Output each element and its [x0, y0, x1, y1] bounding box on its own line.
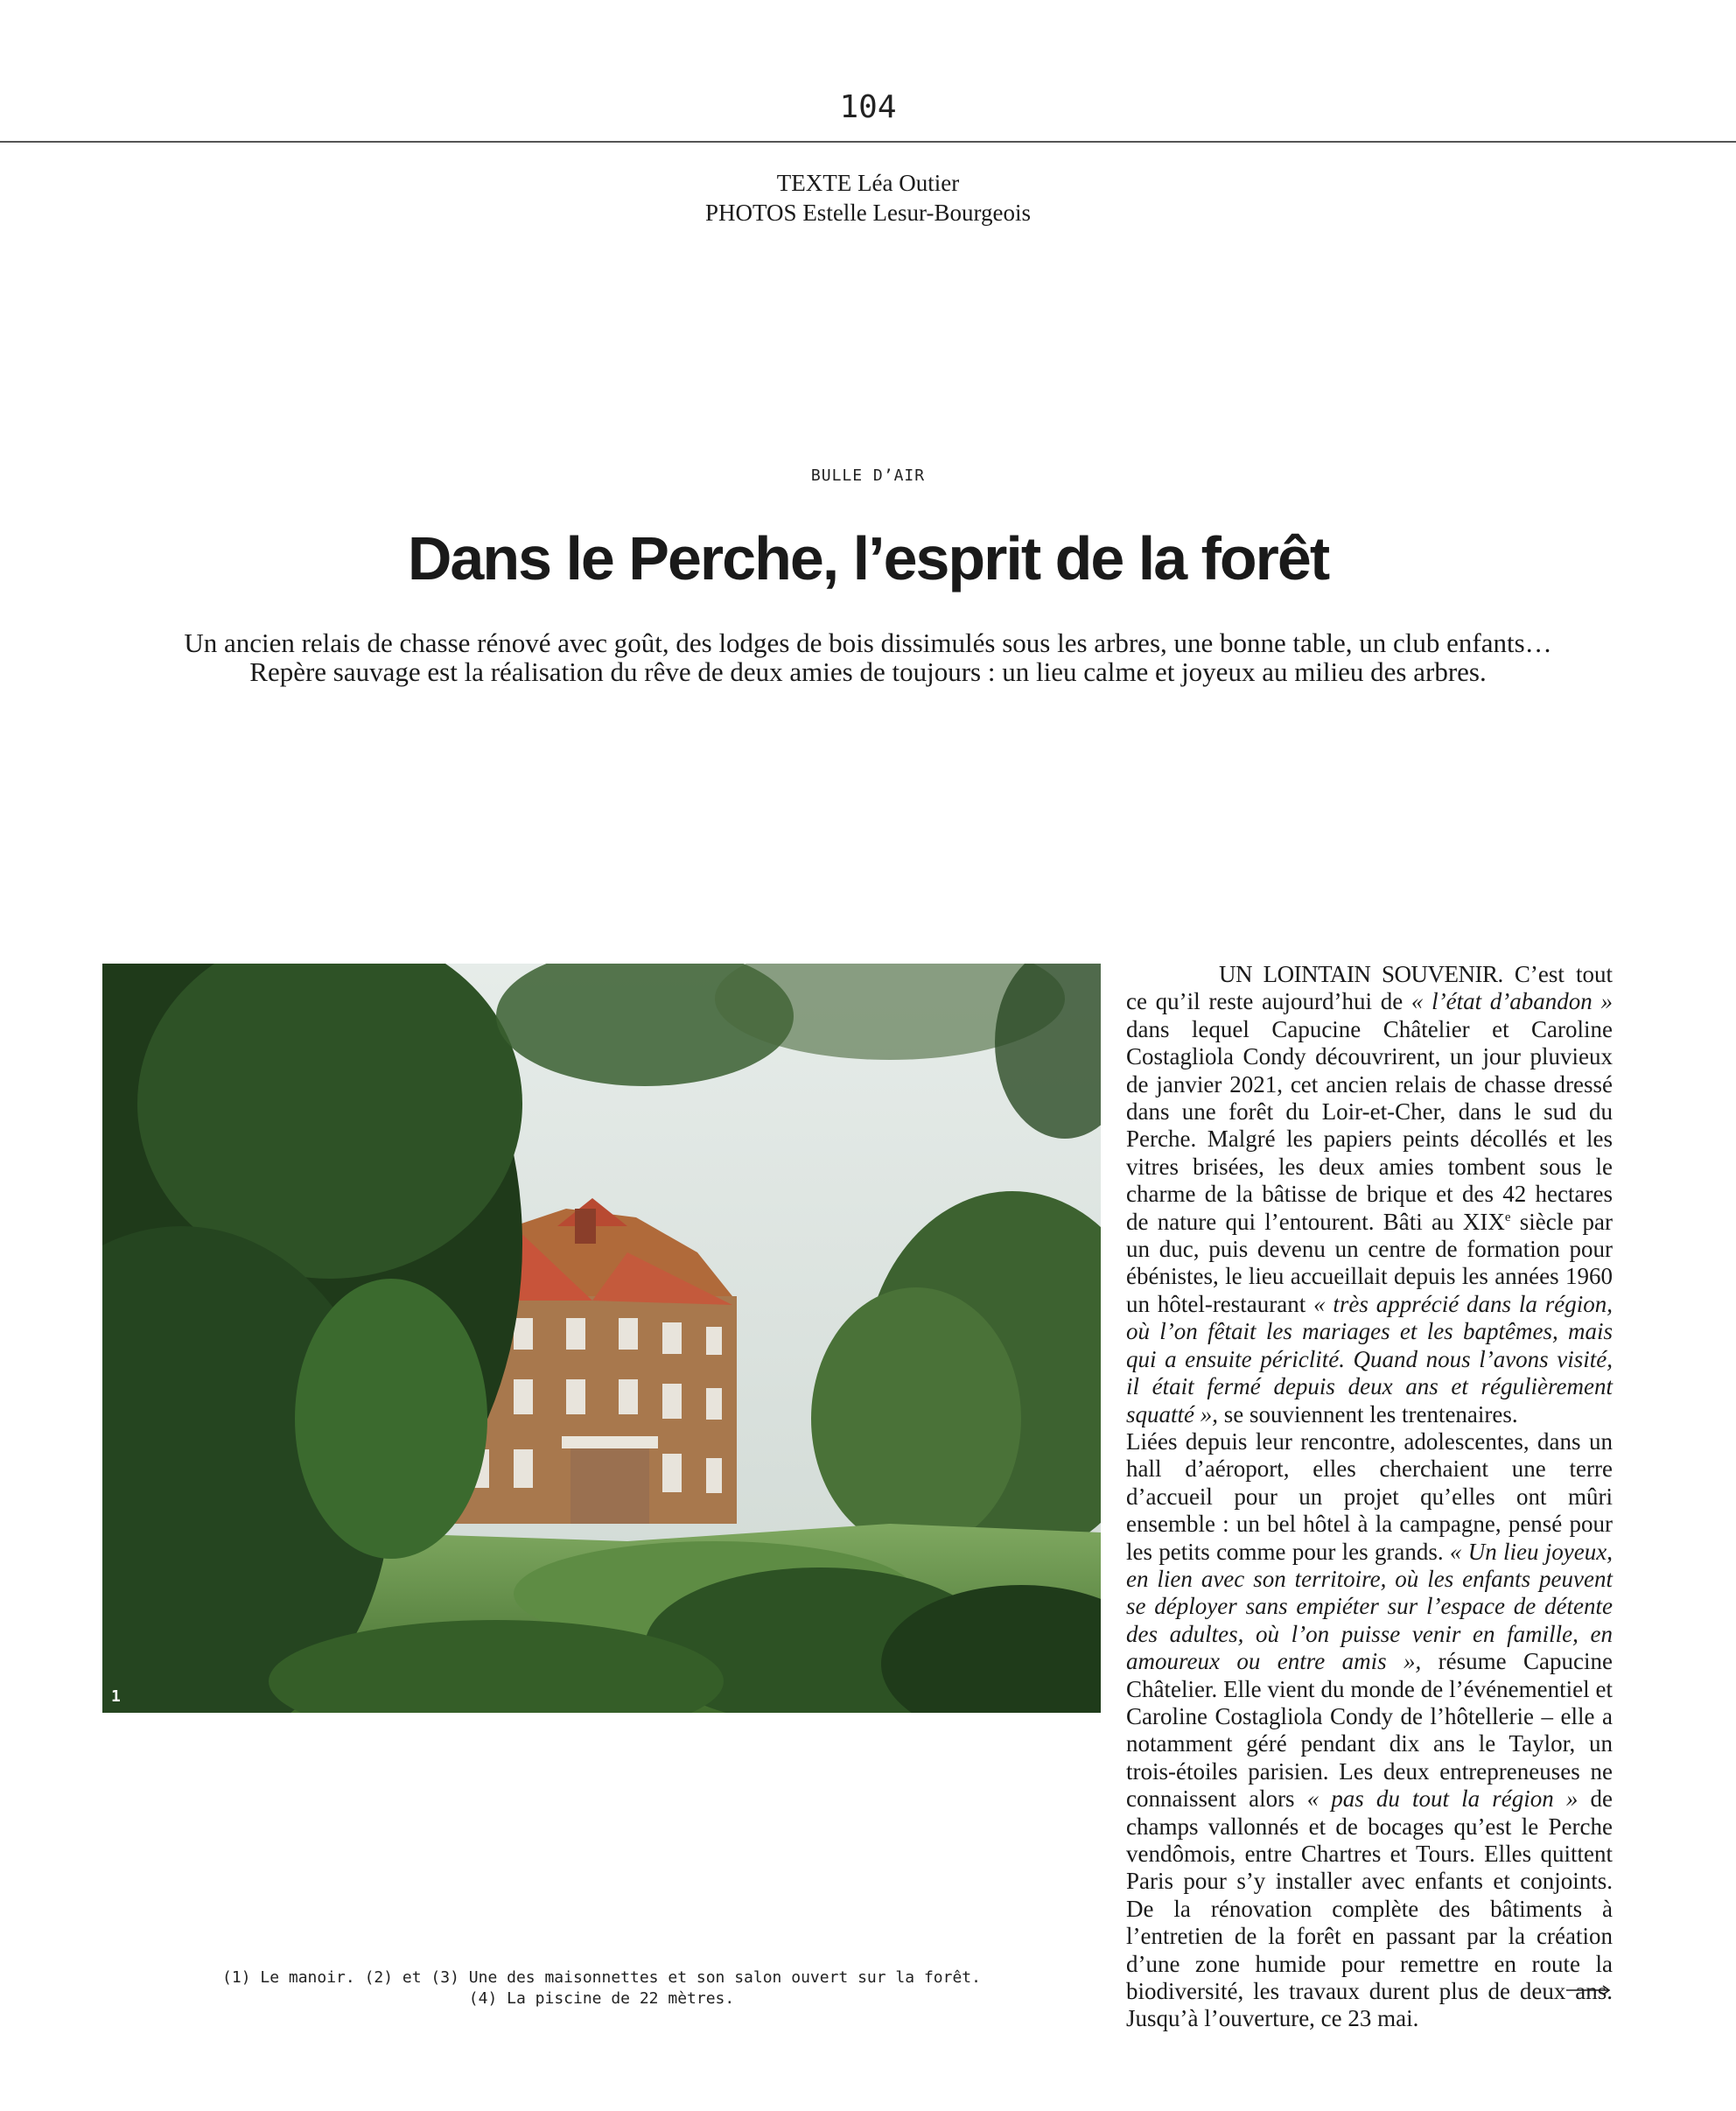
- section-kicker: BULLE D’AIR: [810, 466, 926, 485]
- quote: « très apprécié dans la région, où l’on fêtait les mariages et les baptêmes, mais qui a ensuite périclité. Quand nous l’avons visité, il était fermé depuis deux ans et régulièrement squatté »,: [1126, 1290, 1613, 1427]
- manor-photo: [102, 964, 1101, 1713]
- quote: « pas du tout la région »: [1306, 1785, 1578, 1813]
- superscript: e: [1504, 1210, 1511, 1224]
- credits: [0, 168, 1736, 228]
- caption-line: (1) Le manoir. (2) et (3) Une des maisonnettes et son salon ouvert sur la forêt.: [222, 1968, 981, 1987]
- lead-in: UN LOINTAIN SOUVENIR.: [1219, 961, 1503, 987]
- article-title: Dans le Perche, l’esprit de la forêt: [407, 524, 1329, 593]
- chapo-line: Un ancien relais de chasse rénové avec goût, des lodges de bois dissimulés sous les arbres, une bonne table, un club enfants…: [184, 628, 1552, 658]
- body-paragraph: [1126, 961, 1613, 1428]
- credit-text: TEXTE Léa Outier: [776, 170, 960, 196]
- body-text-run: C’est tout ce qu’il reste aujourd’hui de: [1126, 961, 1613, 1015]
- body-text-run: de champs vallonnés et de bocages qu’est le Perche vendômois, entre Chartres et Tours. Elles quittent Paris pour s’y installer avec enfants et conjoints. De la rénovation complète des bâtiments à l’entretien de la forêt en passant par la création d’une zone humide pour remettre en route la biodiversité, les travaux durent plus de deux ans. Jusqu’à l’ouverture, ce 23 mai.: [1126, 1785, 1613, 2032]
- article-body: [1126, 961, 1613, 2033]
- quote: « l’état d’abandon »: [1410, 988, 1613, 1015]
- quote: « Un lieu joyeux, en lien avec son territoire, où les enfants peuvent se déployer sans empiéter sur l’espace de détente des adultes, où l’on puisse venir en famille, en amoureux ou entre amis »,: [1126, 1538, 1613, 1675]
- article-chapo: [131, 628, 1605, 686]
- body-paragraph: [1126, 1428, 1613, 2033]
- photo-caption: [102, 1967, 1101, 2009]
- body-text-run: résume Capucine Châtelier. Elle vient du monde de l’événementiel et Caroline Costagliola Condy de l’hôtellerie – elle a notamment géré pendant dix ans le Taylor, un trois-étoiles parisien. Les deux entrepreneuses ne connaissent alors: [1126, 1648, 1613, 1813]
- credit-photos: PHOTOS Estelle Lesur-Bourgeois: [705, 200, 1031, 226]
- top-rule: [0, 141, 1736, 143]
- caption-line: (4) La piscine de 22 mètres.: [468, 1989, 735, 2008]
- body-text-run: dans lequel Capucine Châtelier et Caroline Costagliola Condy découvrirent, un jour pluvieux de janvier 2021, cet ancien relais de chasse dressé dans une forêt du Loir-et-Cher, dans le sud du Perche. Malgré les papiers peints décollés et les vitres brisées, les deux amies tombent sous le charme de la bâtisse de brique et des 42 hectares de nature qui l’entourent. Bâti au XIX: [1126, 1015, 1613, 1235]
- body-text-run: se souviennent les trentenaires.: [1218, 1400, 1518, 1427]
- photo-number: 1: [111, 1687, 121, 1706]
- chapo-line: Repère sauvage est la réalisation du rêve de deux amies de toujours : un lieu calme et joyeux au milieu des arbres.: [249, 656, 1487, 687]
- arrow-right-icon: [1566, 1983, 1612, 1997]
- body-text-run: Liées depuis leur rencontre, adolescentes, dans un hall d’aéroport, elles cherchaient une terre d’accueil pour un projet qu’elles ont mûri ensemble : un bel hôtel à la campagne, pensé pour les petits comme pour les grands.: [1126, 1427, 1613, 1565]
- page-number: 104: [839, 89, 897, 125]
- body-text-run: siècle par un duc, puis devenu un centre de formation pour ébénistes, le lieu accueillait depuis les années 1960 un hôtel-restaurant: [1126, 1208, 1614, 1317]
